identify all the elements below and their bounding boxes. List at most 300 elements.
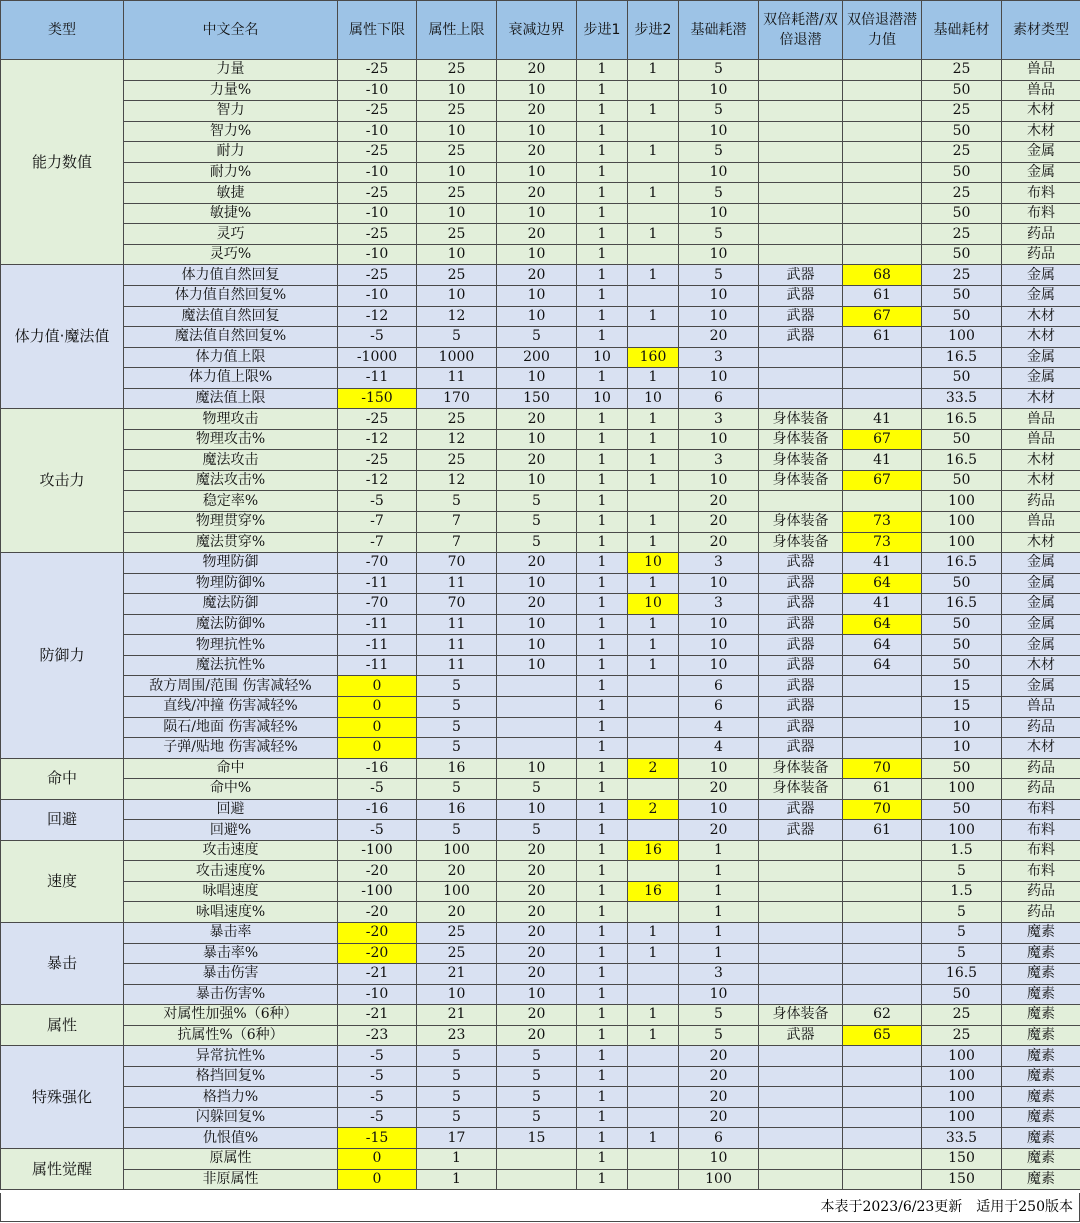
category-cell: 属性 [1,1005,124,1046]
cell-mattype: 木材 [1002,738,1080,759]
cell-mat: 50 [922,758,1002,779]
cell-dbl [759,244,843,265]
cell-name: 体力值上限 [124,347,338,368]
cell-step1: 1 [577,964,628,985]
header-row [1,1,1080,60]
cell-dblval: 67 [843,306,922,327]
cell-min: 0 [338,717,417,738]
cell-dblval: 41 [843,594,922,615]
cell-decay: 20 [497,1005,577,1026]
cell-cost: 10 [679,80,759,101]
cell-cost: 5 [679,1005,759,1026]
cell-step2: 1 [628,573,679,594]
cell-cost: 10 [679,203,759,224]
table-row [1,121,1080,142]
cell-decay: 10 [497,758,577,779]
cell-mat: 50 [922,429,1002,450]
cell-step1: 1 [577,121,628,142]
cell-min: -10 [338,203,417,224]
cell-dblval [843,984,922,1005]
table-row [1,779,1080,800]
cell-step1: 1 [577,1087,628,1108]
cell-dbl: 身体装备 [759,758,843,779]
cell-dblval [843,676,922,697]
cell-mat: 16.5 [922,450,1002,471]
cell-step2 [628,1169,679,1190]
table-row [1,244,1080,265]
cell-decay: 20 [497,265,577,286]
cell-step2: 1 [628,429,679,450]
cell-name: 非原属性 [124,1169,338,1190]
cell-max: 23 [417,1025,497,1046]
cell-cost: 1 [679,943,759,964]
cell-max: 5 [417,1066,497,1087]
cell-min: -5 [338,327,417,348]
header-double-value: 双倍退潜潜力值 [843,1,922,60]
cell-cost: 10 [679,655,759,676]
cell-dbl [759,861,843,882]
category-cell: 能力数值 [1,60,124,265]
cell-step1: 1 [577,1169,628,1190]
cell-step2 [628,902,679,923]
cell-dbl: 武器 [759,265,843,286]
cell-dbl [759,1148,843,1169]
cell-min: -11 [338,614,417,635]
cell-dblval [843,922,922,943]
cell-max: 11 [417,655,497,676]
cell-mat: 150 [922,1148,1002,1169]
cell-max: 25 [417,450,497,471]
cell-min: -23 [338,1025,417,1046]
cell-step1: 1 [577,1107,628,1128]
cell-dblval [843,60,922,81]
cell-mattype: 魔素 [1002,943,1080,964]
cell-step2: 1 [628,1025,679,1046]
cell-step2 [628,964,679,985]
cell-step2: 1 [628,655,679,676]
cell-dblval: 61 [843,286,922,307]
cell-max: 10 [417,121,497,142]
cell-name: 灵巧% [124,244,338,265]
cell-step1: 1 [577,553,628,574]
cell-mattype: 兽品 [1002,60,1080,81]
cell-dblval: 41 [843,409,922,430]
cell-name: 耐力% [124,162,338,183]
cell-step2: 1 [628,409,679,430]
table-row [1,327,1080,348]
cell-cost: 10 [679,614,759,635]
cell-step2: 1 [628,265,679,286]
cell-cost: 10 [679,244,759,265]
cell-step1: 1 [577,840,628,861]
cell-mattype: 木材 [1002,101,1080,122]
cell-step2: 1 [628,60,679,81]
cell-step1: 1 [577,1025,628,1046]
cell-min: -10 [338,162,417,183]
cell-decay [497,717,577,738]
cell-cost: 10 [679,429,759,450]
cell-decay: 20 [497,224,577,245]
cell-dbl: 武器 [759,614,843,635]
cell-max: 5 [417,779,497,800]
cell-decay: 10 [497,573,577,594]
cell-min: -20 [338,861,417,882]
cell-mat: 50 [922,573,1002,594]
cell-step1: 1 [577,142,628,163]
cell-decay: 20 [497,922,577,943]
cell-step1: 1 [577,224,628,245]
cell-max: 25 [417,922,497,943]
cell-cost: 5 [679,101,759,122]
cell-cost: 10 [679,635,759,656]
cell-step1: 1 [577,306,628,327]
table-row [1,635,1080,656]
table-row [1,306,1080,327]
header-base-cost: 基础耗潜 [679,1,759,60]
cell-step2: 1 [628,450,679,471]
cell-name: 体力值自然回复% [124,286,338,307]
cell-cost: 6 [679,696,759,717]
cell-dbl: 武器 [759,573,843,594]
cell-decay: 20 [497,60,577,81]
cell-step2: 1 [628,635,679,656]
table-row [1,738,1080,759]
cell-name: 物理贯穿% [124,512,338,533]
cell-cost: 10 [679,984,759,1005]
cell-mat: 50 [922,244,1002,265]
cell-mat: 5 [922,902,1002,923]
cell-step2 [628,162,679,183]
cell-step2 [628,286,679,307]
cell-min: -1000 [338,347,417,368]
cell-cost: 5 [679,265,759,286]
cell-cost: 6 [679,1128,759,1149]
cell-name: 灵巧 [124,224,338,245]
cell-min: 0 [338,676,417,697]
cell-step2 [628,327,679,348]
cell-dbl: 身体装备 [759,429,843,450]
table-row [1,203,1080,224]
cell-mat: 50 [922,470,1002,491]
category-cell: 攻击力 [1,409,124,553]
cell-cost: 20 [679,491,759,512]
cell-dbl: 武器 [759,717,843,738]
table-row [1,286,1080,307]
cell-mattype: 金属 [1002,347,1080,368]
cell-mat: 100 [922,1087,1002,1108]
cell-step2: 1 [628,470,679,491]
cell-min: -11 [338,368,417,389]
cell-cost: 10 [679,573,759,594]
cell-decay: 10 [497,244,577,265]
cell-dbl: 武器 [759,1025,843,1046]
cell-mat: 25 [922,1005,1002,1026]
cell-mat: 50 [922,286,1002,307]
cell-max: 25 [417,943,497,964]
header-max: 属性上限 [417,1,497,60]
cell-mat: 50 [922,80,1002,101]
table-row [1,1148,1080,1169]
cell-step1: 1 [577,60,628,81]
cell-dbl: 武器 [759,738,843,759]
cell-name: 敌方周围/范围 伤害减轻% [124,676,338,697]
cell-mattype: 金属 [1002,614,1080,635]
cell-step1: 1 [577,429,628,450]
table-row [1,1128,1080,1149]
cell-step2: 1 [628,532,679,553]
cell-name: 体力值自然回复 [124,265,338,286]
cell-mattype: 金属 [1002,142,1080,163]
cell-min: -21 [338,1005,417,1026]
cell-decay: 5 [497,491,577,512]
cell-dbl [759,1066,843,1087]
cell-step2 [628,696,679,717]
cell-step1: 1 [577,470,628,491]
header-double: 双倍耗潜/双倍退潜 [759,1,843,60]
cell-dblval: 73 [843,512,922,533]
cell-cost: 20 [679,532,759,553]
cell-name: 体力值上限% [124,368,338,389]
cell-min: -5 [338,779,417,800]
cell-mattype: 木材 [1002,532,1080,553]
cell-step1: 1 [577,286,628,307]
cell-mat: 5 [922,861,1002,882]
cell-name: 智力 [124,101,338,122]
cell-decay: 20 [497,450,577,471]
cell-step2: 1 [628,101,679,122]
cell-step2: 1 [628,368,679,389]
cell-mattype: 布料 [1002,183,1080,204]
cell-mattype: 兽品 [1002,80,1080,101]
cell-mattype: 药品 [1002,244,1080,265]
cell-min: -21 [338,964,417,985]
table-row [1,1025,1080,1046]
cell-min: -20 [338,943,417,964]
cell-cost: 10 [679,368,759,389]
cell-step2 [628,1046,679,1067]
cell-decay: 10 [497,614,577,635]
cell-mattype: 木材 [1002,450,1080,471]
cell-cost: 20 [679,1087,759,1108]
cell-mattype: 魔素 [1002,1107,1080,1128]
cell-cost: 3 [679,409,759,430]
table-row [1,799,1080,820]
cell-step1: 1 [577,532,628,553]
cell-min: -5 [338,1107,417,1128]
cell-cost: 10 [679,799,759,820]
table-row [1,553,1080,574]
cell-step1: 1 [577,635,628,656]
cell-dbl [759,491,843,512]
cell-name: 魔法防御% [124,614,338,635]
category-cell: 命中 [1,758,124,799]
cell-min: -12 [338,470,417,491]
cell-mat: 25 [922,265,1002,286]
cell-mattype: 兽品 [1002,512,1080,533]
cell-mattype: 金属 [1002,573,1080,594]
cell-name: 陨石/地面 伤害减轻% [124,717,338,738]
cell-max: 1000 [417,347,497,368]
cell-dbl: 武器 [759,820,843,841]
cell-dblval [843,80,922,101]
cell-max: 25 [417,60,497,81]
cell-min: -100 [338,881,417,902]
cell-name: 魔法抗性% [124,655,338,676]
cell-mat: 33.5 [922,388,1002,409]
cell-max: 12 [417,429,497,450]
cell-cost: 3 [679,347,759,368]
cell-step2: 1 [628,614,679,635]
cell-dbl [759,1128,843,1149]
cell-mattype: 药品 [1002,491,1080,512]
table-row [1,1169,1080,1190]
cell-decay: 10 [497,121,577,142]
table-row [1,820,1080,841]
cell-cost: 3 [679,450,759,471]
cell-step1: 1 [577,573,628,594]
cell-cost: 5 [679,60,759,81]
cell-max: 5 [417,1046,497,1067]
cell-cost: 6 [679,676,759,697]
cell-mat: 25 [922,101,1002,122]
cell-step1: 1 [577,80,628,101]
cell-cost: 100 [679,1169,759,1190]
cell-mat: 5 [922,922,1002,943]
cell-min: -7 [338,532,417,553]
cell-cost: 5 [679,142,759,163]
cell-mat: 33.5 [922,1128,1002,1149]
cell-dbl: 武器 [759,306,843,327]
cell-step1: 1 [577,943,628,964]
cell-name: 命中% [124,779,338,800]
cell-step1: 1 [577,738,628,759]
cell-dbl [759,1107,843,1128]
cell-name: 直线/冲撞 伤害减轻% [124,696,338,717]
cell-dblval [843,1169,922,1190]
cell-decay: 10 [497,799,577,820]
cell-dbl [759,1169,843,1190]
cell-mat: 1.5 [922,881,1002,902]
cell-name: 子弹/贴地 伤害减轻% [124,738,338,759]
cell-step2: 10 [628,388,679,409]
cell-dblval: 68 [843,265,922,286]
cell-dbl [759,203,843,224]
table-row [1,696,1080,717]
cell-mat: 50 [922,368,1002,389]
table-row [1,368,1080,389]
cell-mattype: 魔素 [1002,1066,1080,1087]
cell-decay: 10 [497,162,577,183]
cell-mattype: 布料 [1002,861,1080,882]
cell-max: 5 [417,491,497,512]
cell-mat: 100 [922,327,1002,348]
cell-min: -16 [338,799,417,820]
cell-step2: 1 [628,1005,679,1026]
cell-dblval: 64 [843,635,922,656]
cell-decay: 150 [497,388,577,409]
table-row [1,80,1080,101]
cell-dblval [843,491,922,512]
cell-mattype: 魔素 [1002,1005,1080,1026]
cell-mattype: 木材 [1002,470,1080,491]
cell-dbl [759,964,843,985]
cell-max: 11 [417,614,497,635]
cell-step1: 1 [577,594,628,615]
cell-cost: 10 [679,286,759,307]
cell-step2: 2 [628,758,679,779]
cell-dblval: 73 [843,532,922,553]
cell-min: -5 [338,1046,417,1067]
cell-max: 10 [417,286,497,307]
cell-dbl [759,162,843,183]
cell-mat: 100 [922,1107,1002,1128]
cell-min: -150 [338,388,417,409]
cell-cost: 10 [679,470,759,491]
cell-mat: 1.5 [922,840,1002,861]
cell-dblval: 67 [843,470,922,491]
cell-name: 稳定率% [124,491,338,512]
cell-decay: 5 [497,779,577,800]
cell-max: 12 [417,470,497,491]
cell-name: 暴击伤害% [124,984,338,1005]
cell-dbl [759,80,843,101]
cell-cost: 10 [679,121,759,142]
cell-step1: 1 [577,922,628,943]
cell-step2: 10 [628,594,679,615]
table-row [1,573,1080,594]
cell-mat: 100 [922,1066,1002,1087]
cell-mat: 10 [922,717,1002,738]
cell-min: -11 [338,635,417,656]
cell-cost: 1 [679,922,759,943]
cell-decay: 5 [497,1046,577,1067]
cell-max: 25 [417,101,497,122]
category-cell: 属性觉醒 [1,1148,124,1189]
cell-name: 仇恨值% [124,1128,338,1149]
cell-dblval [843,142,922,163]
cell-step1: 1 [577,655,628,676]
cell-dbl: 身体装备 [759,532,843,553]
cell-decay: 20 [497,840,577,861]
cell-min: -20 [338,902,417,923]
cell-decay: 5 [497,1087,577,1108]
cell-mattype: 金属 [1002,635,1080,656]
cell-name: 物理攻击 [124,409,338,430]
cell-max: 21 [417,1005,497,1026]
cell-mattype: 金属 [1002,676,1080,697]
cell-max: 10 [417,203,497,224]
cell-min: -25 [338,224,417,245]
cell-step1: 1 [577,758,628,779]
table-row [1,60,1080,81]
cell-mat: 100 [922,1046,1002,1067]
cell-cost: 20 [679,1066,759,1087]
cell-min: 0 [338,696,417,717]
table-row [1,964,1080,985]
cell-dbl: 武器 [759,635,843,656]
cell-dbl [759,943,843,964]
header-category: 类型 [1,1,124,60]
cell-step1: 1 [577,861,628,882]
cell-step1: 1 [577,799,628,820]
cell-step1: 1 [577,1046,628,1067]
cell-step1: 1 [577,1128,628,1149]
cell-mattype: 药品 [1002,881,1080,902]
cell-max: 10 [417,162,497,183]
cell-cost: 1 [679,840,759,861]
cell-mat: 15 [922,676,1002,697]
cell-mattype: 木材 [1002,306,1080,327]
